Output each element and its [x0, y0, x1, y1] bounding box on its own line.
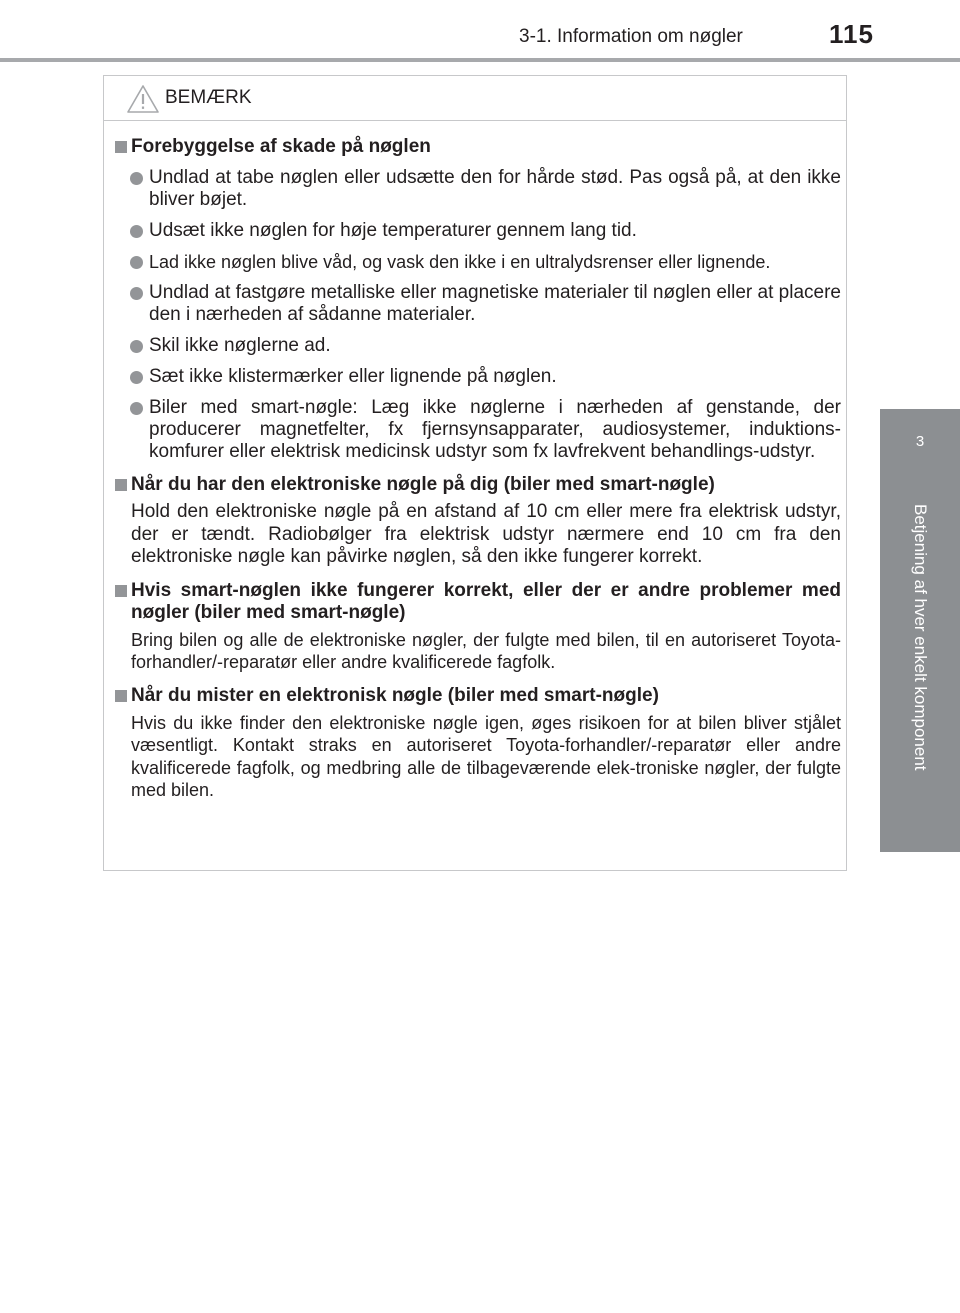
notice-header [104, 76, 846, 121]
notice-section [109, 580, 841, 674]
section-text: Hold den elektroniske nøgle på en afstand af 10 cm eller mere fra elektrisk udstyr, der er tændt. Radiobølger fra elektrisk udstyr nærmere end 10 cm fra den elektroniske nøgle kan påvirke nøglen, så den ikke fungerer korrekt. [131, 501, 841, 567]
list-item: Sæt ikke klistermærker eller lignende på nøglen. [109, 366, 841, 388]
square-bullet-icon [115, 479, 127, 491]
list-item: Undlad at fastgøre metalliske eller magnetiske materialer til nøglen eller at placere den i nærheden af sådanne materialer. [109, 282, 841, 326]
section-heading: Når du mister en elektronisk nøgle (biler med smart-nøgle) [109, 685, 841, 707]
list-item: Lad ikke nøglen blive våd, og vask den ikke i en ultralydsrenser eller lignende. [109, 251, 841, 273]
list-item: Undlad at tabe nøglen eller udsætte den for hårde stød. Pas også på, at den ikke bliver bøjet. [109, 167, 841, 211]
section-text: Hvis du ikke finder den elektroniske nøgle igen, øges risikoen for at bilen bliver stjålet væsentligt. Kontakt straks en autoriseret Toyota-forhandler/-reparatør eller andre kvalificerede fagfolk, og medbring alle de tilbageværende elek-troniske nøgler, der fulgte med bilen. [131, 712, 841, 800]
round-bullet-icon [130, 225, 143, 238]
chapter-side-tab [880, 409, 960, 852]
list-item: Skil ikke nøglerne ad. [109, 335, 841, 357]
round-bullet-icon [130, 287, 143, 300]
square-bullet-icon [115, 141, 127, 153]
warning-triangle-icon [126, 84, 160, 114]
notice-section [109, 685, 841, 802]
list-item: Udsæt ikke nøglen for høje temperaturer gennem lang tid. [109, 220, 841, 242]
square-bullet-icon [115, 690, 127, 702]
chapter-title: Betjening af hver enkelt komponent [911, 504, 930, 771]
round-bullet-icon [130, 172, 143, 185]
section-text: Bring bilen og alle de elektroniske nøgler, der fulgte med bilen, til en autoriseret Toyota-forhandler/-reparatør eller andre kvalificerede fagfolk. [131, 629, 841, 672]
round-bullet-icon [130, 256, 143, 269]
notice-box [103, 75, 847, 871]
section-heading: Når du har den elektroniske nøgle på dig (biler med smart-nøgle) [109, 474, 841, 496]
round-bullet-icon [130, 340, 143, 353]
notice-section [109, 136, 841, 463]
chapter-number: 3 [915, 433, 925, 450]
section-heading: Forebyggelse af skade på nøglen [109, 136, 841, 158]
round-bullet-icon [130, 402, 143, 415]
page-number: 115 [829, 19, 874, 49]
round-bullet-icon [130, 371, 143, 384]
notice-label: BEMÆRK [165, 87, 252, 108]
section-title: 3-1. Information om nøgler [519, 26, 743, 47]
list-item: Biler med smart-nøgle: Læg ikke nøglerne i nærheden af genstande, der producerer magnetfelter, fx fjernsynsapparater, audiosystemer, induktions-komfurer eller elektrisk medicinsk udstyr som fx lavfrekvent behandlings-udstyr. [109, 397, 841, 463]
notice-content [109, 136, 841, 802]
square-bullet-icon [115, 585, 127, 597]
notice-section [109, 474, 841, 569]
section-heading: Hvis smart-nøglen ikke fungerer korrekt, eller der er andre problemer med nøgler (biler med smart-nøgle) [109, 580, 841, 624]
header-divider [0, 58, 960, 62]
